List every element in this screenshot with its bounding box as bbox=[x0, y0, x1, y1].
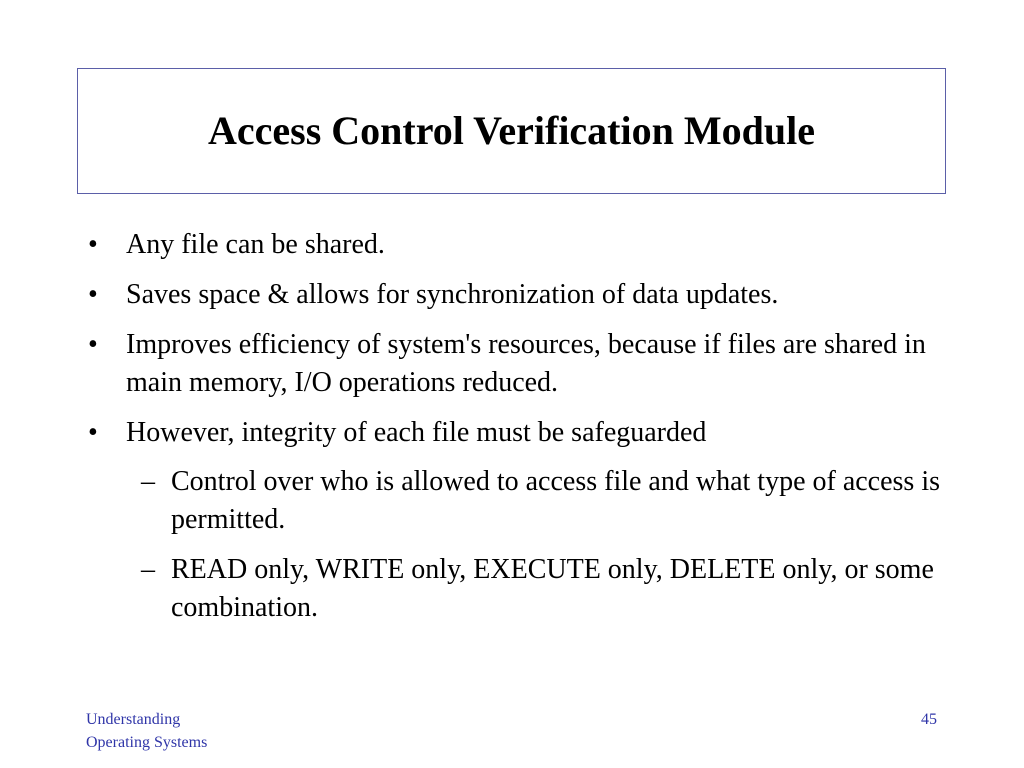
sub-bullet-list bbox=[126, 463, 946, 627]
bullet-item bbox=[86, 326, 946, 402]
sub-bullet-item bbox=[126, 463, 946, 539]
bullet-text: Any file can be shared. bbox=[126, 229, 385, 260]
bullet-icon: • bbox=[88, 229, 98, 260]
sub-bullet-item bbox=[126, 551, 946, 627]
bullet-item bbox=[86, 276, 946, 314]
sub-bullet-text: Control over who is allowed to access file and what type of access is permitted. bbox=[171, 466, 941, 535]
footer-book-line2: Operating Systems bbox=[86, 734, 208, 751]
dash-icon: – bbox=[141, 554, 155, 585]
bullet-icon: • bbox=[88, 417, 98, 448]
page-number: 45 bbox=[921, 711, 937, 728]
title-box bbox=[77, 68, 946, 194]
sub-bullet-text: READ only, WRITE only, EXECUTE only, DELETE only, or some combination. bbox=[171, 554, 934, 623]
dash-icon: – bbox=[141, 466, 155, 497]
slide-title: Access Control Verification Module bbox=[208, 107, 815, 153]
bullet-text: However, integrity of each file must be safeguarded bbox=[126, 417, 707, 448]
bullet-icon: • bbox=[88, 329, 98, 360]
bullet-item bbox=[86, 226, 946, 264]
footer-book-line1: Understanding bbox=[86, 711, 181, 728]
bullet-text: Saves space & allows for synchronization of data updates. bbox=[126, 279, 779, 310]
bullet-text: Improves efficiency of system's resources, because if files are shared in main memory, I/O operations reduced. bbox=[126, 329, 926, 398]
bullet-item bbox=[86, 414, 946, 627]
footer-book-title bbox=[86, 708, 207, 754]
slide-body bbox=[86, 226, 946, 639]
bullet-icon: • bbox=[88, 279, 98, 310]
bullet-list bbox=[86, 226, 946, 627]
